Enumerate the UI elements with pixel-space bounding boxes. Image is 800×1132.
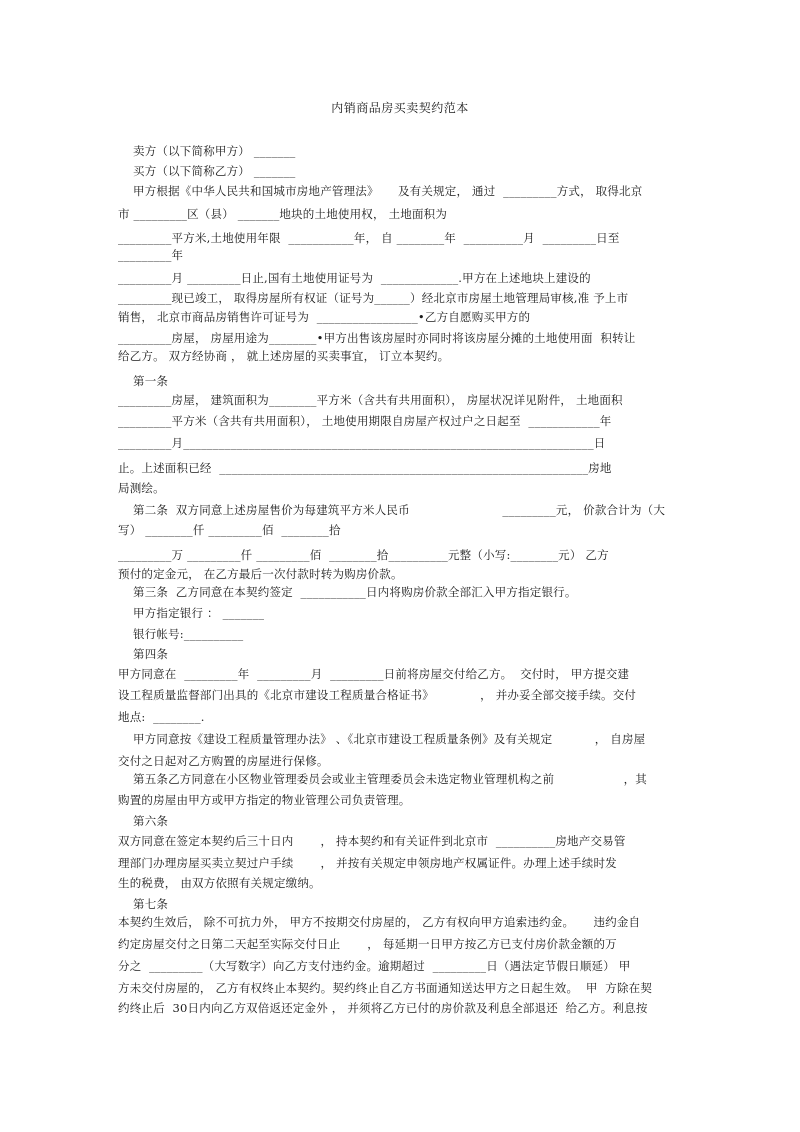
- clause-line: 生的税费， 由双方依照有关规定缴纳。: [118, 876, 321, 890]
- clause-line: _________月_____________________________________________________________________日: [118, 436, 606, 450]
- clause-line: 第五条乙方同意在小区物业管理委员会或业主管理委员会未选定物业管理机构之前 ，其: [133, 772, 647, 786]
- document-title: 内销商品房买卖契约范本: [331, 101, 469, 115]
- clause-line: _________万 _________仟 _________佰 ________拾__________元整（小写:________元） 乙方: [118, 548, 609, 562]
- preamble-line: _________平方米,土地使用年限 ___________年， 自 ________年 __________月 _________日至: [118, 231, 620, 245]
- buyer-line: 买方（以下简称乙方） _______: [133, 164, 296, 178]
- clause-heading: 第四条: [133, 647, 169, 661]
- clause-line: 本契约生效后， 除不可抗力外， 甲方不按期交付房屋的， 乙方有权向甲方追索违约金。 违约金自: [118, 915, 641, 929]
- preamble-line: 甲方根据《中华人民共和国城市房地产管理法》 及有关规定， 通过 _________方式， 取得北京: [133, 184, 643, 198]
- clause-line: 甲方同意在 _________年 _________月 _________日前将房屋交付给乙方。 交付时， 甲方提交建: [118, 667, 630, 681]
- clause-line: 局测绘。: [118, 481, 165, 495]
- account-line: 银行帐号:__________: [133, 627, 244, 641]
- clause-line: _________平方米（含共有共用面积）， 土地使用期限自房屋产权过户之日起至 ____________年: [118, 414, 612, 428]
- clause-line: 甲方同意按《建设工程质量管理办法》 、《北京市建设工程质量条例》及有关规定 ， 自房屋: [133, 732, 646, 746]
- preamble-line: 给乙方。 双方经协商 ， 就上述房屋的买卖事宜， 订立本契约。: [118, 349, 450, 363]
- seller-line: 卖方（以下简称甲方） _______: [133, 144, 296, 158]
- clause-line: 第三条 乙方同意在本契约签定 ___________日内将购房价款全部汇入甲方指定银行。: [133, 585, 577, 599]
- preamble-line: 销售， 北京市商品房销售许可证号为 _________________•乙方自愿购买甲方的: [118, 310, 531, 324]
- clause-line: 约定房屋交付之日第二天起至实际交付日止 ， 每延期一日甲方按乙方已支付房价款金额的万: [118, 937, 617, 951]
- preamble-line: 市 _________区（县） _______地块的土地使用权， 土地面积为: [118, 207, 448, 221]
- preamble-line: _________房屋， 房屋用途为________•甲方出售该房屋时亦同时将该房屋分摊的土地使用面 积转让: [118, 331, 636, 345]
- clause-heading: 第六条: [133, 814, 169, 828]
- clause-line: 理部门办理房屋买卖立契过户手续 ， 并按有关规定申领房地产权属证件。办理上述手续时发: [118, 856, 617, 870]
- bank-line: 甲方指定银行 ： _______: [133, 606, 265, 620]
- clause-line: 止。上述面积已经 ______________________________________________________________房地: [118, 461, 612, 475]
- preamble-line: _________现已竣工， 取得房屋所有权证（证号为______）经北京市房屋土地管理局审核,准 予上市: [118, 291, 629, 305]
- clause-heading: 第一条: [133, 374, 169, 388]
- clause-line: 写） ________仟 _________佰 ________拾: [118, 523, 341, 537]
- clause-line: 预付的定金元， 在乙方最后一次付款时转为购房价款。: [118, 567, 403, 581]
- clause-line: 购置的房屋由甲方或甲方指定的物业管理公司负责管理。: [118, 793, 411, 807]
- clause-line: 地点: ________.: [118, 710, 205, 724]
- preamble-line: _________年: [118, 248, 184, 262]
- clause-line: _________房屋， 建筑面积为________平方米（含共有共用面积）， 房屋状况详见附件， 土地面积: [118, 393, 623, 407]
- clause-line: 交付之日起对乙方购置的房屋进行保修。: [118, 754, 329, 768]
- clause-line: 第二条 双方同意上述房屋售价为每建筑平方米人民币 _________元， 价款合计为（大: [133, 503, 666, 517]
- clause-line: 设工程质量监督部门出具的《北京市建设工程质量合格证书》 ， 并办妥全部交接手续。交付: [118, 688, 637, 702]
- clause-heading: 第七条: [133, 897, 169, 911]
- clause-line: 方未交付房屋的， 乙方有权终止本契约。契约终止自乙方书面通知送达甲方之日起生效。 甲 方除在契: [118, 981, 653, 995]
- preamble-line: _________月 _________日止,国有土地使用证号为 _____________.甲方在上述地块上建设的: [118, 271, 591, 285]
- clause-line: 约终止后 30日内向乙方双倍返还定金外 ， 并须将乙方已付的房价款及利息全部退还 给乙方。利息按: [118, 1001, 648, 1015]
- clause-line: 分之 _________（大写数字）向乙方支付违约金。逾期超过 _________日（遇法定节假日顺延） 甲: [118, 959, 631, 973]
- clause-line: 双方同意在签定本契约后三十日内 ， 持本契约和有关证件到北京市 __________房地产交易管: [118, 834, 626, 848]
